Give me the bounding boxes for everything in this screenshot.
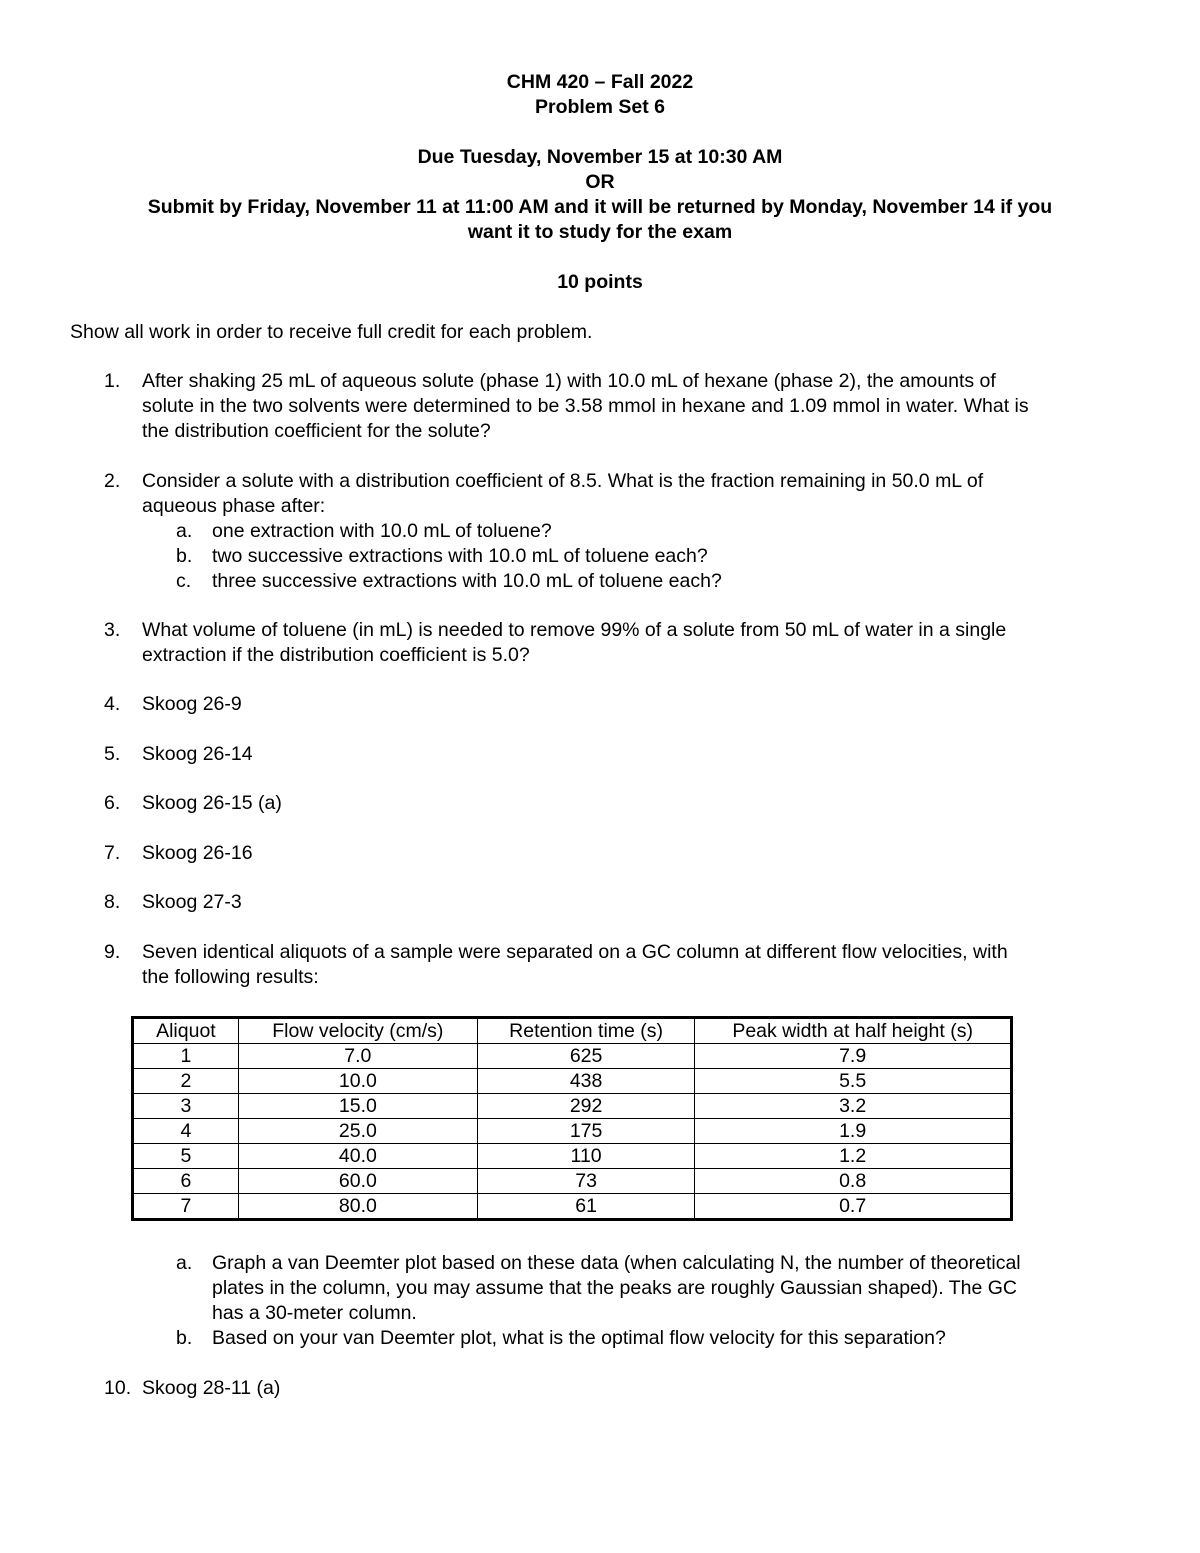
table-cell: 10.0 [238, 1069, 477, 1094]
early-submit-line-2: want it to study for the exam [467, 221, 733, 243]
problem-line: Skoog 26-14 [142, 743, 253, 765]
problem-line: Skoog 26-9 [142, 693, 242, 715]
table-row [133, 1144, 1012, 1169]
part-letter: b. [176, 545, 193, 567]
table-row [133, 1119, 1012, 1144]
problem-number: 1. [104, 370, 121, 392]
table-cell: 175 [477, 1119, 694, 1144]
problem-set-title: Problem Set 6 [534, 96, 666, 118]
table-cell: 3 [133, 1094, 239, 1119]
problem-number: 5. [104, 743, 121, 765]
instructions: Show all work in order to receive full credit for each problem. [70, 321, 593, 343]
problem-number: 4. [104, 693, 121, 715]
problem-line: extraction if the distribution coefficient is 5.0? [142, 644, 530, 666]
part-letter: b. [176, 1327, 193, 1349]
problem-line: After shaking 25 mL of aqueous solute (phase 1) with 10.0 mL of hexane (phase 2), the amounts of [142, 370, 996, 392]
table-cell: 292 [477, 1094, 694, 1119]
problem-number: 3. [104, 619, 121, 641]
problem-number: 7. [104, 842, 121, 864]
table-header: Peak width at half height (s) [695, 1018, 1012, 1044]
table-row [133, 1044, 1012, 1069]
early-submit-line-1: Submit by Friday, November 11 at 11:00 AM and it will be returned by Monday, November 14 if you [147, 196, 1053, 218]
problem-number: 10. [104, 1377, 132, 1399]
gc-results-table [131, 1016, 1013, 1221]
part-line: Graph a van Deemter plot based on these data (when calculating N, the number of theoretical [212, 1252, 1021, 1274]
table-cell: 625 [477, 1044, 694, 1069]
table-cell: 7.9 [695, 1044, 1012, 1069]
table-cell: 1 [133, 1044, 239, 1069]
part-text: three successive extractions with 10.0 mL of toluene each? [212, 570, 722, 592]
table-cell: 438 [477, 1069, 694, 1094]
or-label: OR [585, 171, 615, 193]
table-cell: 40.0 [238, 1144, 477, 1169]
problem-line: Consider a solute with a distribution coefficient of 8.5. What is the fraction remaining in 50.0 mL of [142, 470, 984, 492]
part-line: plates in the column, you may assume that the peaks are roughly Gaussian shaped). The GC [212, 1277, 1017, 1299]
table-cell: 5.5 [695, 1069, 1012, 1094]
table-cell: 2 [133, 1069, 239, 1094]
part-line: has a 30-meter column. [212, 1302, 417, 1324]
problem-line: What volume of toluene (in mL) is needed to remove 99% of a solute from 50 mL of water in a single [142, 619, 1007, 641]
problem-line: the distribution coefficient for the solute? [142, 420, 491, 442]
table-cell: 15.0 [238, 1094, 477, 1119]
part-letter: a. [176, 520, 193, 542]
due-date: Due Tuesday, November 15 at 10:30 AM [417, 146, 783, 168]
table-cell: 0.8 [695, 1169, 1012, 1194]
problem-line: solute in the two solvents were determined to be 3.58 mmol in hexane and 1.09 mmol in water. What is [142, 395, 1029, 417]
problem-line: Seven identical aliquots of a sample were separated on a GC column at different flow velocities, with [142, 941, 1008, 963]
problem-line: the following results: [142, 966, 319, 988]
problem-line: Skoog 26-16 [142, 842, 253, 864]
part-text: one extraction with 10.0 mL of toluene? [212, 520, 552, 542]
table-cell: 5 [133, 1144, 239, 1169]
table-cell: 3.2 [695, 1094, 1012, 1119]
problem-line: Skoog 26-15 (a) [142, 792, 282, 814]
table-cell: 0.7 [695, 1194, 1012, 1220]
problem-number: 8. [104, 891, 121, 913]
table-cell: 110 [477, 1144, 694, 1169]
table-cell: 1.9 [695, 1119, 1012, 1144]
problem-number: 6. [104, 792, 121, 814]
table-row [133, 1069, 1012, 1094]
problem-line: Skoog 27-3 [142, 891, 242, 913]
table-cell: 60.0 [238, 1169, 477, 1194]
part-letter: c. [176, 570, 192, 592]
part-letter: a. [176, 1252, 193, 1274]
course-title: CHM 420 – Fall 2022 [506, 71, 694, 93]
table-cell: 25.0 [238, 1119, 477, 1144]
table-row [133, 1194, 1012, 1220]
table-header: Aliquot [133, 1018, 239, 1044]
table-row [133, 1094, 1012, 1119]
table-header: Retention time (s) [477, 1018, 694, 1044]
table-header: Flow velocity (cm/s) [238, 1018, 477, 1044]
table-cell: 6 [133, 1169, 239, 1194]
table-cell: 61 [477, 1194, 694, 1220]
table-header-row [133, 1018, 1012, 1044]
table-cell: 4 [133, 1119, 239, 1144]
problem-line: aqueous phase after: [142, 495, 326, 517]
table-cell: 7 [133, 1194, 239, 1220]
part-line: Based on your van Deemter plot, what is the optimal flow velocity for this separation? [212, 1327, 946, 1349]
problem-number: 2. [104, 470, 121, 492]
points-label: 10 points [557, 271, 643, 293]
problem-line: Skoog 28-11 (a) [142, 1377, 281, 1399]
table-cell: 80.0 [238, 1194, 477, 1220]
part-text: two successive extractions with 10.0 mL of toluene each? [212, 545, 708, 567]
table-row [133, 1169, 1012, 1194]
table-cell: 73 [477, 1169, 694, 1194]
table-cell: 7.0 [238, 1044, 477, 1069]
table-cell: 1.2 [695, 1144, 1012, 1169]
problem-number: 9. [104, 941, 121, 963]
